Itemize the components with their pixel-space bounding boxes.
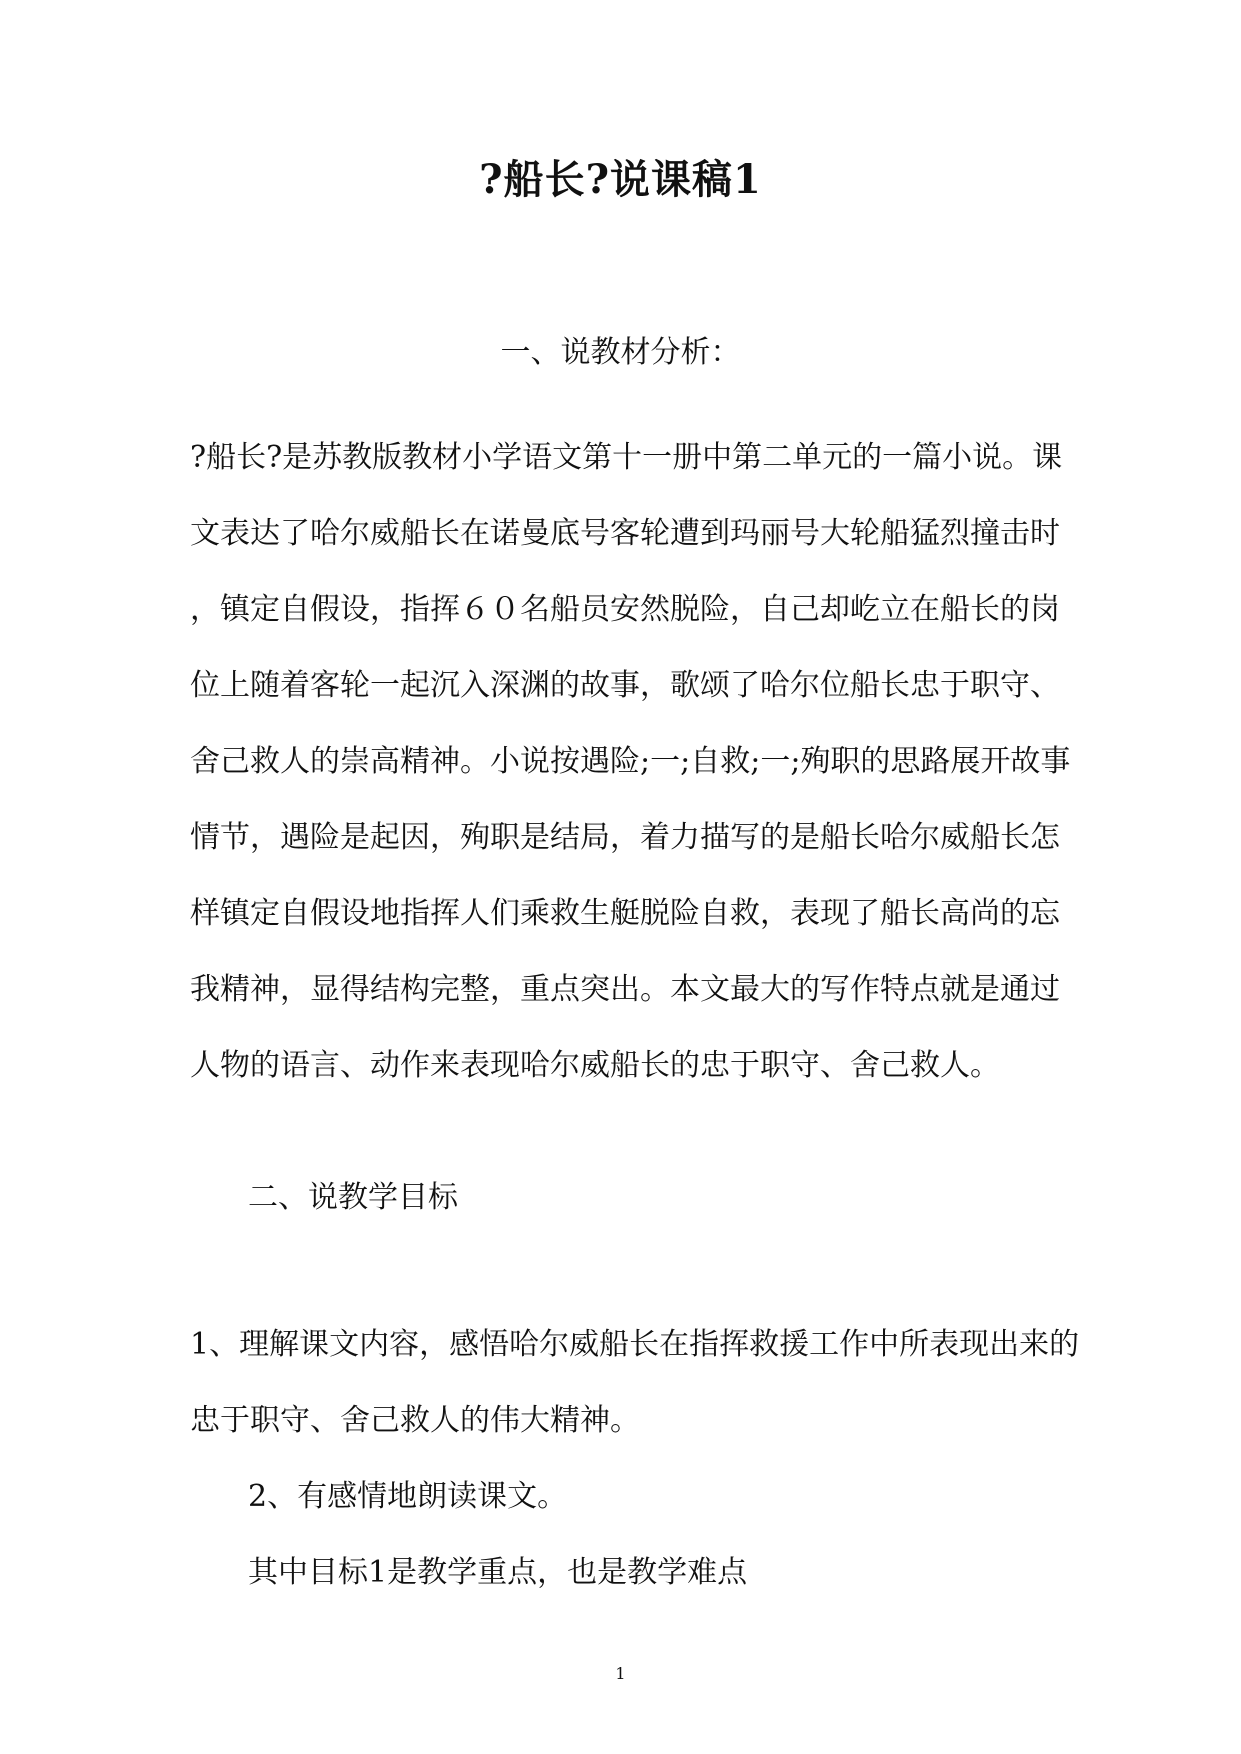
page-number: 1 [615, 1664, 626, 1683]
paragraph-line: 我精神，显得结构完整，重点突出。本文最大的写作特点就是通过 [190, 972, 1060, 1007]
paragraph-line: 人物的语言、动作来表现哈尔威船长的忠于职守、舍己救人。 [190, 1048, 1000, 1083]
paragraph-line: ，镇定自假设，指挥６０名船员安然脱险，自己却屹立在船长的岗 [190, 592, 1060, 627]
paragraph-line: 样镇定自假设地指挥人们乘救生艇脱险自救，表现了船长高尚的忘 [190, 896, 1060, 931]
teaching-goal-1 [190, 1307, 1080, 1459]
teaching-goal-2: 2、有感情地朗读课文。 [248, 1479, 568, 1514]
section-heading-textbook-analysis: 一、说教材分析： [500, 335, 741, 370]
paragraph-line: 情节，遇险是起因，殉职是结局，着力描写的是船长哈尔威船长怎 [190, 820, 1060, 855]
paragraph-textbook-analysis [190, 420, 1071, 1104]
paragraph-line: 舍己救人的崇高精神。小说按遇险;一;自救;一;殉职的思路展开故事 [190, 744, 1071, 779]
teaching-goal-note: 其中目标1是教学重点，也是教学难点 [248, 1555, 748, 1590]
section-heading-teaching-goals: 二、说教学目标 [248, 1180, 458, 1215]
paragraph-line: 文表达了哈尔威船长在诺曼底号客轮遭到玛丽号大轮船猛烈撞击时 [190, 516, 1060, 551]
goal-line: 1、理解课文内容，感悟哈尔威船长在指挥救援工作中所表现出来的 [190, 1327, 1080, 1362]
document-title: ?船长?说课稿1 [479, 156, 762, 203]
paragraph-line: ?船长?是苏教版教材小学语文第十一册中第二单元的一篇小说。课 [190, 440, 1063, 475]
goal-line: 忠于职守、舍己救人的伟大精神。 [190, 1403, 640, 1438]
paragraph-line: 位上随着客轮一起沉入深渊的故事，歌颂了哈尔位船长忠于职守、 [190, 668, 1060, 703]
